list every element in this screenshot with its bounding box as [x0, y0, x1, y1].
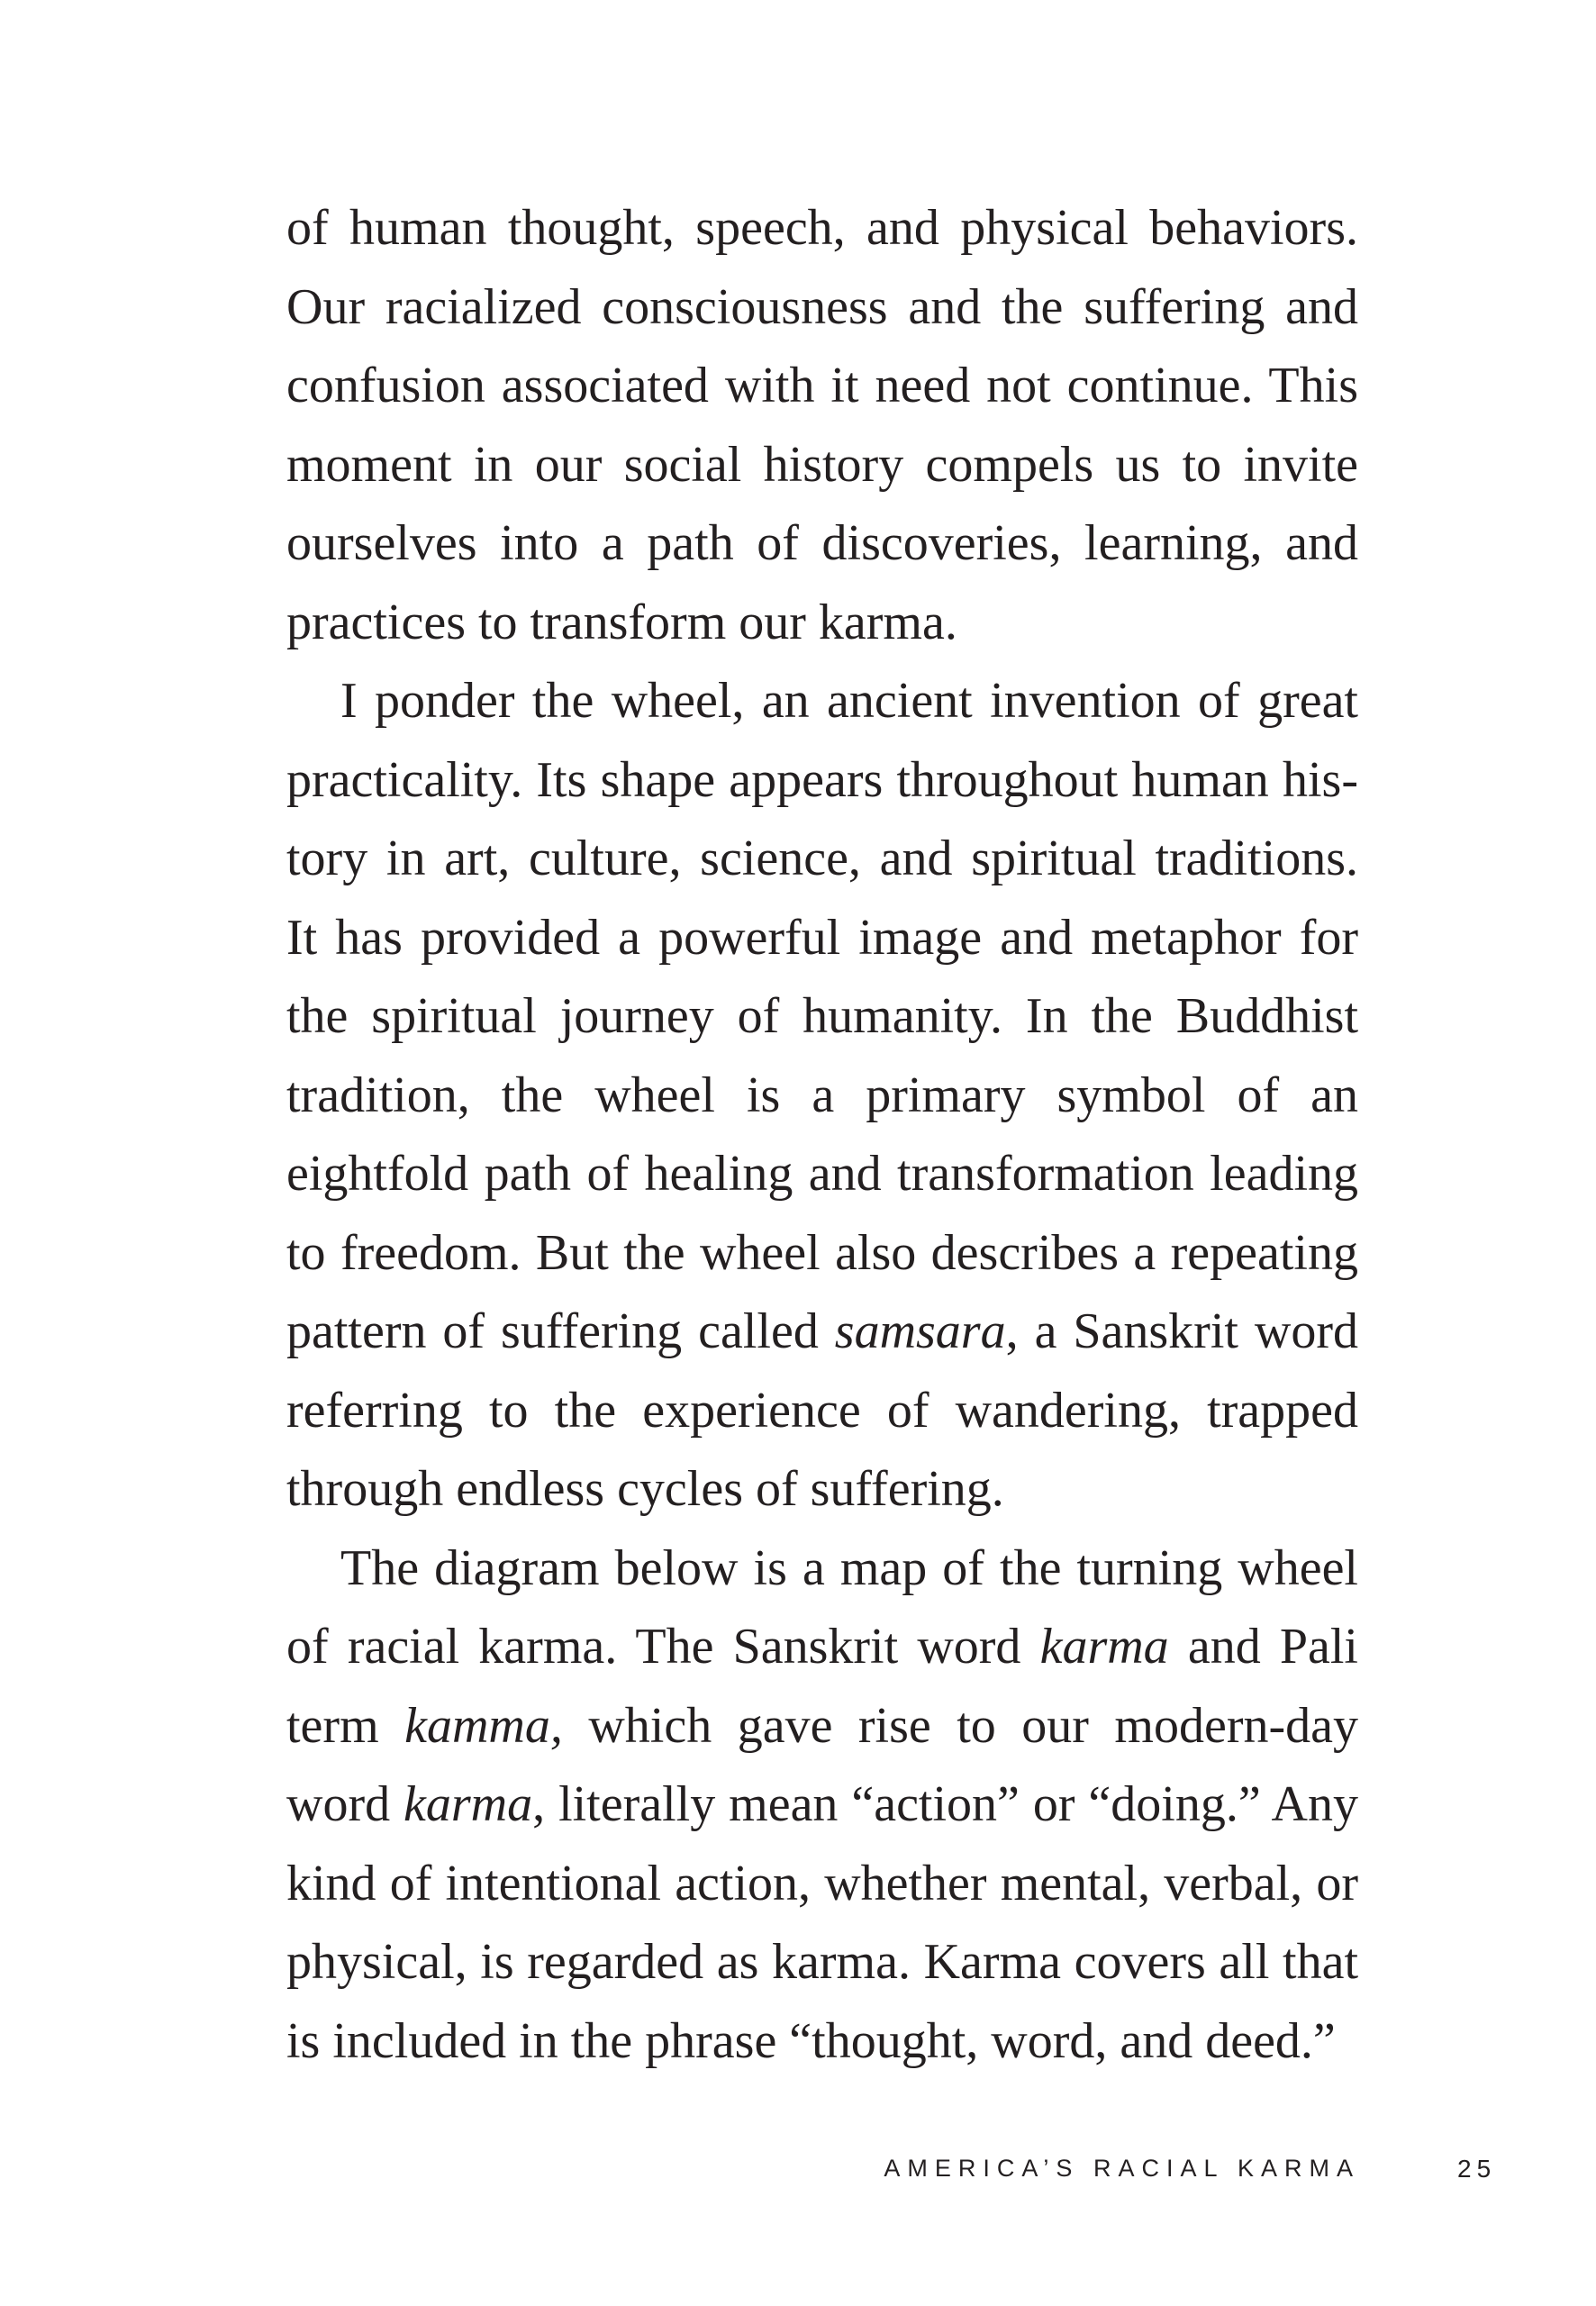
body-text — [286, 189, 1358, 2081]
running-footer — [0, 2155, 1596, 2200]
samsara-term: samsara — [834, 1303, 1006, 1359]
paragraph-1-text: of human thought, speech, and physical behaviors. Our racialized consciousness and the suffering and confusion associated with it need not continue. This moment in our social history compels us to invite ourselves into a path of discoveries, learning, and practices to transform our karma. — [286, 200, 1358, 650]
paragraph-3 — [286, 1530, 1358, 2082]
karma-term-2: karma — [404, 1776, 533, 1832]
paragraph-2 — [286, 662, 1358, 1530]
paragraph-3-text-c: which gave rise to our modern-day word — [286, 1697, 1359, 1832]
page-number: 25 — [1457, 2155, 1497, 2183]
karma-term-1: karma — [1039, 1619, 1169, 1675]
kamma-term: kamma, — [404, 1697, 563, 1754]
paragraph-3-text-b: and Pali term — [286, 1619, 1358, 1754]
paragraph-1 — [286, 189, 1358, 662]
running-title: AMERICA’S RACIAL KARMA — [884, 2155, 1360, 2182]
paragraph-3-text-a: The diagram below is a map of the turning wheel of racial karma. The Sanskrit word — [286, 1539, 1358, 1675]
paragraph-2-text-a: I ponder the wheel, an ancient invention of great practicality. Its shape appears throughout human history in art, culture, science, and spiritual traditions. It has provided a powerful image and metaphor for the spiritual journey of humanity. In the Buddhist tradition, the wheel is a primary symbol of an eightfold path of healing and transformation leading to freedom. But the wheel also describes a repeating pattern of suffering called — [286, 673, 1358, 1359]
paragraph-3-text-d: , literally mean “action” or “doing.” Any kind of intentional action, whether mental, verbal, or physical, is regarded as karma. Karma covers all that is included in the phrase “thought, word, and deed.” — [286, 1776, 1358, 2069]
paragraph-2-text-b: , a Sanskrit word referring to the experience of wandering, trapped through endless cycles of suffering. — [286, 1303, 1358, 1517]
